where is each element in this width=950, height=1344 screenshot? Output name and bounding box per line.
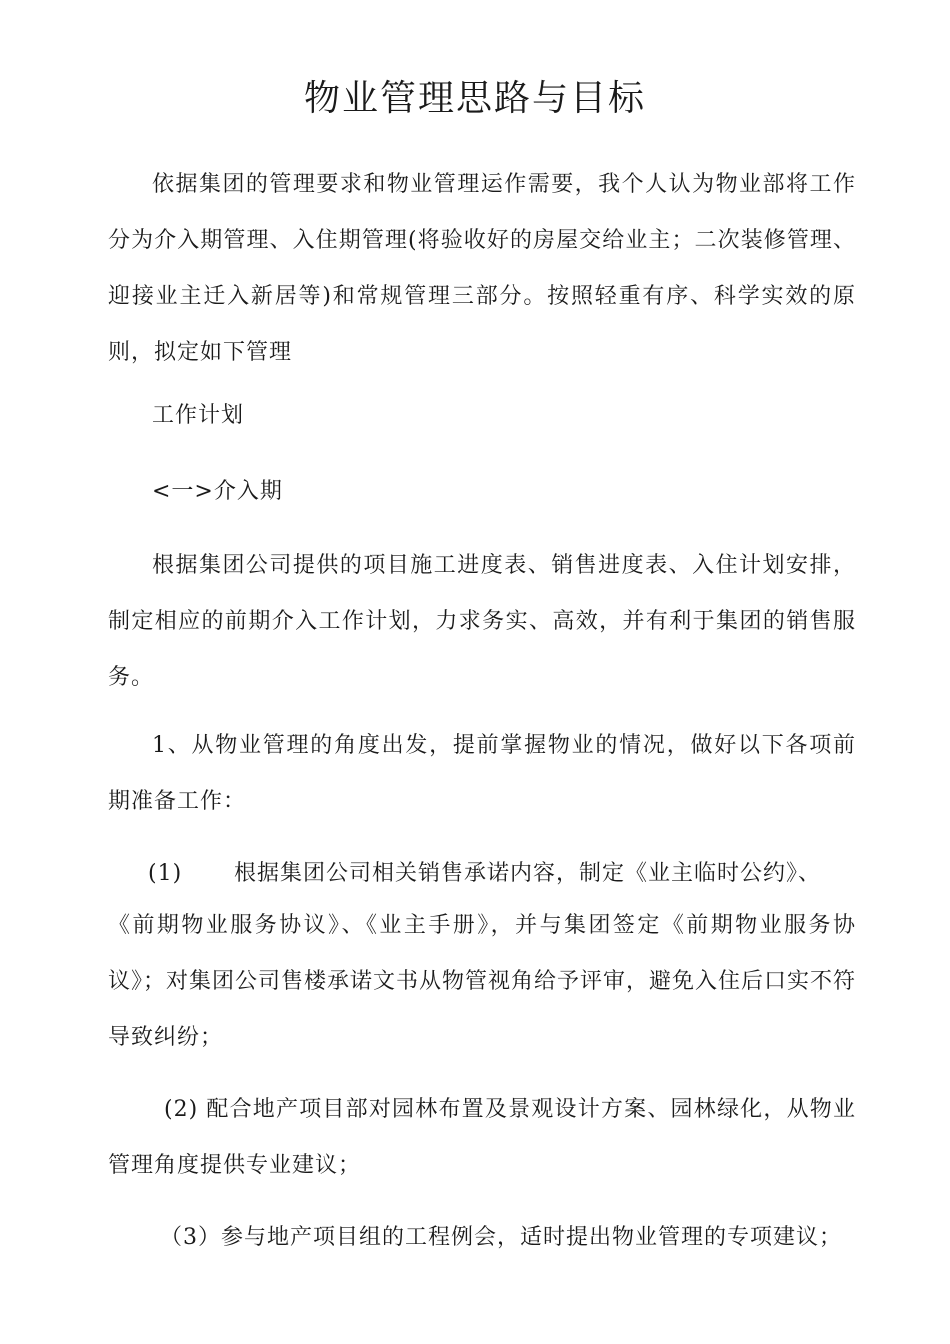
sub-item-1-first-line — [148, 846, 821, 902]
page-title: 物业管理思路与目标 — [303, 78, 646, 119]
section-heading-intervention: <一>介入期 — [152, 479, 283, 504]
sub-item-1-first-text: 根据集团公司相关销售承诺内容，制定《业主临时公约》、 — [234, 861, 822, 886]
item-1-paragraph: 1、从物业管理的角度出发，提前掌握物业的情况，做好以下各项前期准备工作： — [108, 733, 856, 814]
sub-item-1-continued: 《前期物业服务协议》、《业主手册》，并与集团签定《前期物业服务协议》；对集团公司售楼承诺文书从物管视角给予评审，避免入住后口实不符导致纠纷； — [108, 913, 857, 1050]
sub-item-2-paragraph: (2) 配合地产项目部对园林布置及景观设计方案、园林绿化，从物业管理角度提供专业建议； — [108, 1097, 856, 1178]
intervention-intro-paragraph: 根据集团公司提供的项目施工进度表、销售进度表、入住计划安排，制定相应的前期介入工作计划，力求务实、高效，并有利于集团的销售服务。 — [108, 553, 856, 690]
intro-paragraph: 依据集团的管理要求和物业管理运作需要，我个人认为物业部将工作分为介入期管理、入住期管理(将验收好的房屋交给业主；二次装修管理、迎接业主迁入新居等)和常规管理三部分。按照轻重有序、科学实效的原则，拟定如下管理 — [108, 172, 856, 365]
sub-item-1-label: (1) — [148, 861, 183, 886]
work-plan-label: 工作计划 — [152, 403, 245, 428]
sub-item-3-paragraph: （3）参与地产项目组的工程例会，适时提出物业管理的专项建议； — [160, 1225, 842, 1250]
